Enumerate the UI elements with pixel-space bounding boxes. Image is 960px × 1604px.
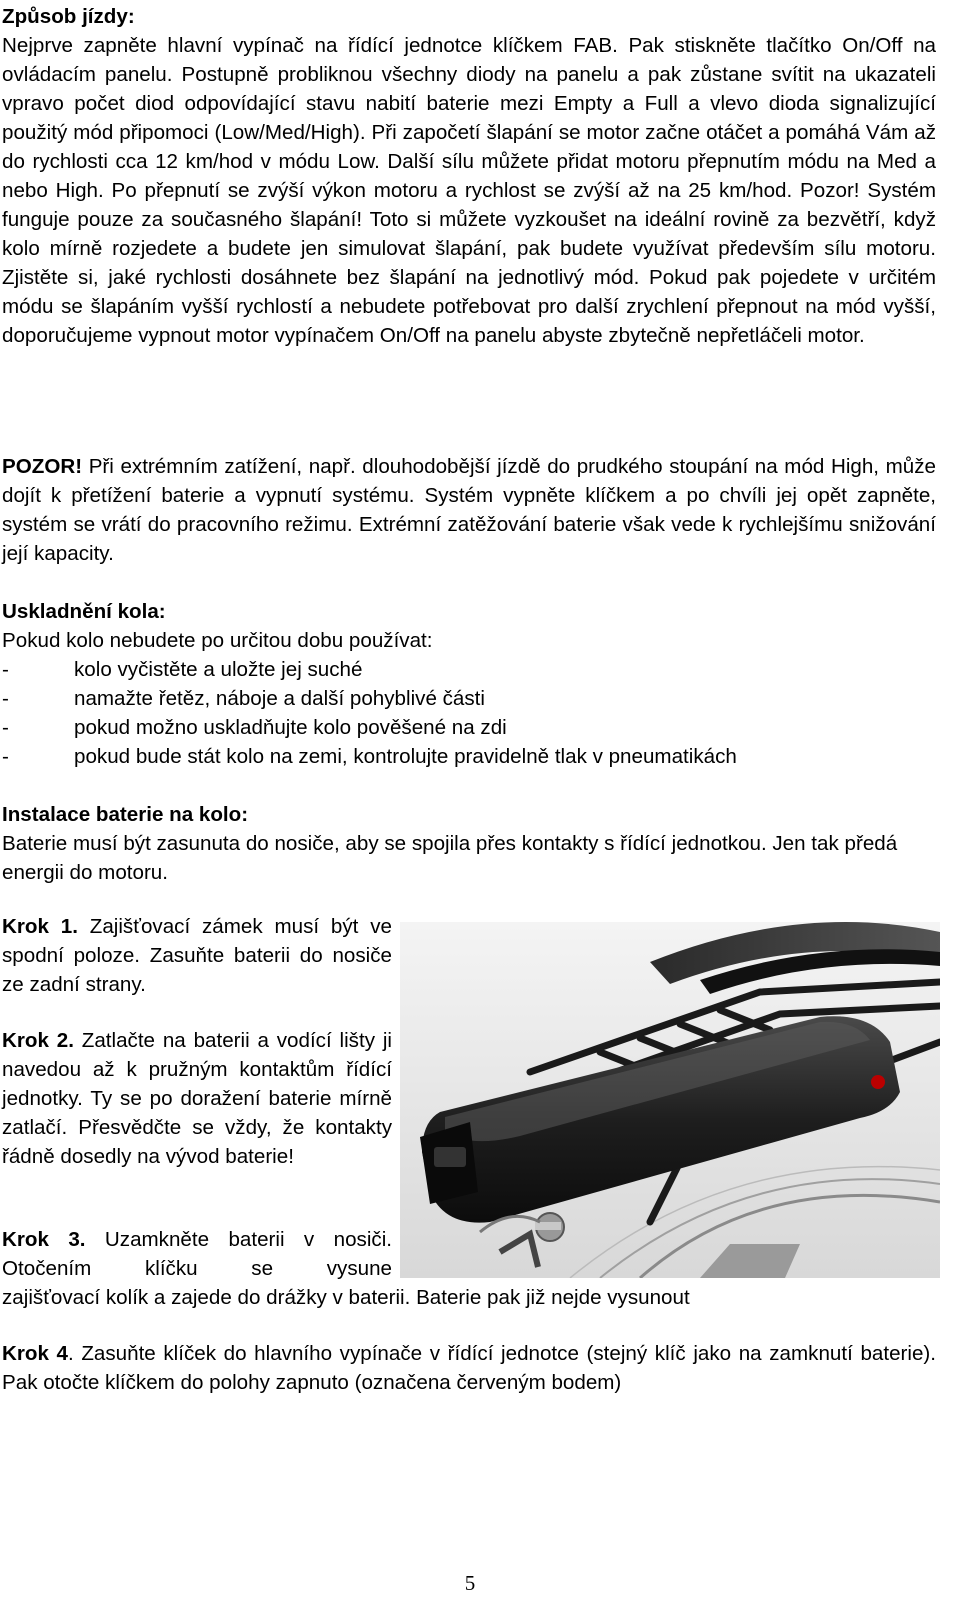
list-item-text: namažte řetěz, náboje a další pohyblivé části bbox=[74, 687, 485, 710]
pozor-label: POZOR! bbox=[2, 455, 83, 478]
step-4-label: Krok 4 bbox=[2, 1342, 68, 1365]
step-4-text: Krok 4. Zasuňte klíček do hlavního vypínače v řídící jednotce (stejný klíč jako na zamknutí baterie). Pak otočte klíčkem do polohy zapnuto (označena červeným bodem) bbox=[2, 1342, 936, 1394]
list-item-text: pokud bude stát kolo na zemi, kontrolujte pravidelně tlak v pneumatikách bbox=[74, 745, 737, 768]
list-dash: - bbox=[2, 658, 9, 681]
step-3-continued bbox=[2, 1283, 936, 1312]
heading-uskladneni: Uskladnění kola: bbox=[2, 600, 166, 623]
battery-carrier-photo bbox=[400, 922, 940, 1278]
step-2-label: Krok 2. bbox=[2, 1029, 74, 1052]
list-item bbox=[2, 655, 936, 684]
step-3 bbox=[2, 1225, 392, 1283]
step-3-label: Krok 3. bbox=[2, 1228, 86, 1251]
list-item bbox=[2, 742, 936, 771]
step-1 bbox=[2, 912, 392, 999]
list-item bbox=[2, 713, 936, 742]
list-dash: - bbox=[2, 716, 9, 739]
step-2-text: Krok 2. Zatlačte na baterii a vodící lišty ji navedou až k pružným kontaktům řídící jednotky. Ty se po doražení baterie mírně zatlačí. Přesvědčte se vždy, že kontakty řádně dosedly na vývod baterie! bbox=[2, 1029, 392, 1168]
uskladneni-intro: Pokud kolo nebudete po určitou dobu používat: bbox=[2, 629, 433, 652]
step-3-text: Krok 3. Uzamkněte baterii v nosiči. Otočením klíčku se vysune bbox=[2, 1228, 392, 1280]
list-dash: - bbox=[2, 687, 9, 710]
pozor-text: Při extrémním zatížení, např. dlouhodobější jízdě do prudkého stoupání na mód High, může dojít k přetížení baterie a vypnutí systému. Systém vypněte klíčkem a po chvíli jej opět zapněte, systém se vrátí do pracovního režimu. Extrémní zatěžování baterie však vede k rychlejšímu snižování její kapacity. bbox=[2, 455, 936, 565]
section-zpusob-jizdy bbox=[2, 2, 936, 350]
storage-list bbox=[2, 655, 936, 771]
list-item-text: kolo vyčistěte a uložte jej suché bbox=[74, 658, 363, 681]
step-3-text-continued: zajišťovací kolík a zajede do drážky v baterii. Baterie pak již nejde vysunout bbox=[2, 1286, 690, 1309]
step-1-label: Krok 1. bbox=[2, 915, 78, 938]
section-uskladneni bbox=[2, 597, 936, 771]
red-dot bbox=[871, 1075, 885, 1089]
step-4 bbox=[2, 1339, 936, 1397]
list-dash: - bbox=[2, 745, 9, 768]
list-item-text: pokud možno uskladňujte kolo pověšené na zdi bbox=[74, 716, 507, 739]
step-1-text: Krok 1. Zajišťovací zámek musí být ve spodní poloze. Zasuňte baterii do nosiče ze zadní strany. bbox=[2, 915, 392, 996]
section-instalace bbox=[2, 800, 936, 887]
paragraph-pozor bbox=[2, 452, 936, 568]
heading-zpusob-jizdy: Způsob jízdy: bbox=[2, 5, 135, 28]
list-item bbox=[2, 684, 936, 713]
heading-instalace: Instalace baterie na kolo: bbox=[2, 803, 249, 826]
section-pozor bbox=[2, 452, 936, 568]
paragraph-instalace: Baterie musí být zasunuta do nosiče, aby se spojila přes kontakty s řídící jednotkou. Jen tak předá energii do motoru. bbox=[2, 832, 898, 884]
page-number: 5 bbox=[464, 1571, 476, 1595]
paragraph-zpusob-jizdy: Nejprve zapněte hlavní vypínač na řídící jednotce klíčkem FAB. Pak stiskněte tlačítko On/Off na ovládacím panelu. Postupně probliknou všechny diody na panelu a pak zůstane svítit na ukazateli vpravo počet diod odpovídající stavu nabití baterie mezi Empty a Full a vlevo dioda signalizující použitý mód připomoci (Low/Med/High). Při započetí šlapání se motor začne otáčet a pomáhá Vám až do rychlosti cca 12 km/hod v módu Low. Další sílu můžete přidat motoru přepnutím módu na Med a nebo High. Po přepnutí se zvýší výkon motoru a rychlost se zvýší až na 25 km/hod. Pozor! Systém funguje pouze za současného šlapání! Toto si můžete vyzkoušet na ideální rovině za bezvětří, když kolo mírně rozjedete a budete jen simulovat šlapání, pak budete využívat především sílu motoru. Zjistěte si, jaké rychlosti dosáhnete bez šlapání na jednotlivý mód. Pokud pak pojedete v určitém módu se šlapáním vyšší rychlostí a nebudete potřebovat pro další zrychlení přepnout na mód vyšší, doporučujeme vypnout motor vypínačem On/Off na panelu abyste zbytečně nepřetláčeli motor. bbox=[2, 34, 936, 347]
step-2 bbox=[2, 1026, 392, 1171]
